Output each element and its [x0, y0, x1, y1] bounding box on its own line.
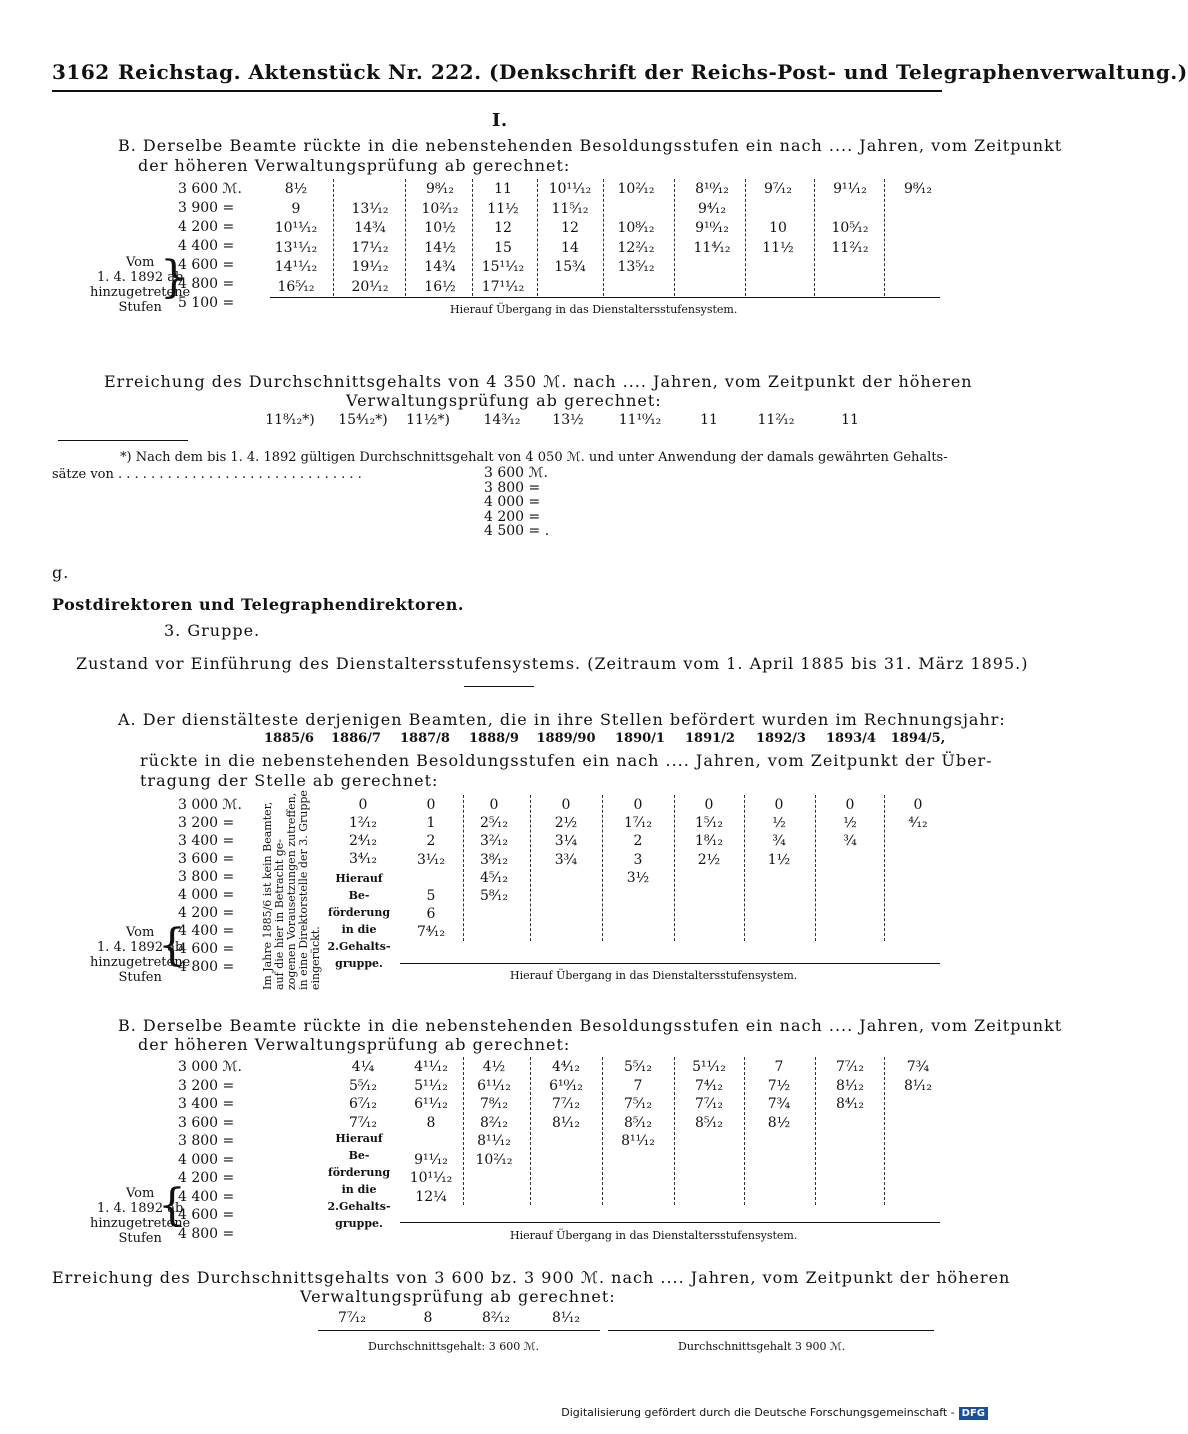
table-cell: 6 — [426, 906, 436, 923]
table-cell: 1½ — [767, 851, 791, 868]
rotated-note-line: Im Jahre 1885/6 ist kein Beamter, — [261, 801, 274, 990]
table-cell: 3½ — [626, 869, 650, 886]
table-cell: 11½ — [487, 200, 519, 217]
table-cell: 0 — [489, 797, 499, 813]
table-cell: 1⁵⁄₁₂ — [694, 815, 724, 832]
beforderung-line: Hierauf — [335, 1132, 383, 1145]
table-cell: 10²⁄₁₂ — [475, 1151, 513, 1168]
table-cell: 0 — [774, 797, 784, 813]
header-rule — [52, 90, 942, 92]
column-divider — [674, 1057, 676, 1205]
stufe-label: 4 400 = — [178, 923, 235, 939]
rotated-note-line: zogenen Vorausetzungen zutreffen, — [285, 792, 298, 990]
column-divider — [472, 179, 474, 296]
table-cell: 6¹¹⁄₁₂ — [414, 1096, 448, 1112]
table-cell: ¾ — [772, 833, 786, 850]
table-cell: 4⁴⁄₁₂ — [551, 1059, 581, 1075]
section-g-zustand: Zustand vor Einführung des Dienstaltersstufensystems. (Zeitraum vom 1. April 1885 bis 31. März 1895.) — [76, 654, 1029, 673]
column-divider — [744, 1057, 746, 1205]
table-cell: 8¹⁄₁₂ — [903, 1077, 933, 1094]
section-i-erreichung-line2: Verwaltungsprüfung ab gerechnet: — [346, 391, 662, 410]
section-g-a-line1: A. Der dienstälteste derjenigen Beamten, die in ihre Stellen befördert wurden im Rechnungsjahr: — [118, 710, 1006, 729]
year-header: 1893/4 — [826, 731, 876, 746]
column-divider — [884, 795, 886, 941]
column-divider — [530, 795, 532, 941]
column-divider — [405, 179, 407, 296]
column-divider — [815, 1057, 817, 1205]
section-i-erreichung-line1: Erreichung des Durchschnittsgehalts von 4 350 ℳ. nach .... Jahren, vom Zeitpunkt der höheren — [104, 372, 973, 391]
column-divider — [884, 179, 886, 296]
stufe-label: 4 600 = — [178, 1207, 235, 1223]
table-cell: 10²⁄₁₂ — [617, 181, 655, 197]
erreichung-value: 13½ — [552, 412, 584, 428]
table-cell: 9⁷⁄₁₂ — [763, 181, 793, 197]
table-cell: 6¹⁰⁄₁₂ — [549, 1077, 583, 1094]
table-cell: 14¾ — [424, 259, 456, 275]
table-cell: 15 — [494, 239, 512, 256]
table-cell: 7 — [633, 1077, 643, 1094]
table-cell: 10²⁄₁₂ — [421, 200, 459, 217]
table-cell: 1 — [426, 815, 436, 832]
table-cell: 11²⁄₁₂ — [831, 239, 869, 256]
section-g-a-hierauf-brace — [400, 963, 940, 964]
table-cell: 10¹¹⁄₁₂ — [274, 220, 318, 236]
durchschnitt-brace-right — [608, 1330, 934, 1331]
beforderung-line: gruppe. — [335, 957, 383, 970]
section-g-b-hierauf: Hierauf Übergang in das Dienstaltersstufensystem. — [510, 1229, 798, 1242]
footnote-rule — [58, 440, 188, 441]
erreichung-value: 7⁷⁄₁₂ — [337, 1310, 367, 1326]
stufe-label: 4 400 = — [178, 1188, 235, 1205]
table-cell: 14 — [561, 239, 579, 256]
table-cell: 10¹¹⁄₁₂ — [548, 181, 592, 197]
table-cell: 9 — [291, 200, 301, 217]
table-cell: 8²⁄₁₂ — [479, 1114, 509, 1131]
table-cell: 8¹¹⁄₁₂ — [621, 1133, 655, 1149]
stufe-label: 4 200 = — [484, 508, 541, 525]
table-cell: 5⁸⁄₁₂ — [479, 888, 509, 904]
table-cell: 7⁴⁄₁₂ — [694, 1077, 724, 1094]
section-g-letter: g. — [52, 563, 70, 582]
stufe-label: 7⁷⁄₁₂ — [348, 1114, 378, 1131]
credit-text: Digitalisierung gefördert durch die Deutsche Forschungsgemeinschaft - — [561, 1406, 955, 1419]
erreichung-value: 14³⁄₁₂ — [483, 412, 521, 428]
table-cell: 3²⁄₁₂ — [479, 833, 509, 850]
table-cell: 7⁵⁄₁₂ — [623, 1096, 653, 1112]
table-cell: 17¹¹⁄₁₂ — [481, 278, 525, 295]
vom-line: Vom — [125, 255, 155, 270]
section-g-a-brace: { — [158, 920, 186, 971]
table-cell: 13¹¹⁄₁₂ — [274, 239, 318, 256]
beforderung-line: förderung — [327, 906, 391, 919]
durchschnitt-right: Durchschnittsgehalt 3 900 ℳ. — [678, 1340, 846, 1353]
table-cell: 3¹⁄₁₂ — [416, 851, 446, 868]
section-g-b-hierauf-brace — [400, 1222, 940, 1223]
stufe-label: 3 600 = — [178, 1114, 235, 1131]
table-cell: 8½ — [284, 181, 308, 197]
column-divider — [463, 795, 465, 941]
table-cell: 10¹¹⁄₁₂ — [409, 1170, 453, 1186]
vom-line: Stufen — [118, 300, 162, 315]
hierauf-beforderung-b — [326, 1130, 392, 1232]
vom-line: 1. 4. 1892 ab — [96, 270, 184, 285]
stufe-label: 3 000 ℳ. — [178, 1059, 242, 1075]
section-g-gruppe: 3. Gruppe. — [164, 621, 261, 640]
table-cell: 4⁵⁄₁₂ — [479, 869, 509, 886]
table-cell: 10 — [769, 220, 787, 236]
durchschnitt-brace-left — [318, 1330, 600, 1331]
stufe-label: 3 800 = — [178, 869, 235, 885]
table-cell: 9⁴⁄₁₂ — [697, 200, 727, 217]
dfg-logo: DFG — [959, 1407, 988, 1420]
vom-line: 1. 4. 1892 ab — [96, 1201, 184, 1216]
section-g-b-brace: { — [158, 1180, 186, 1231]
stufe-label: 3 200 = — [178, 815, 235, 831]
page-header-title: Reichstag. Aktenstück Nr. 222. (Denkschrift der Reichs-Post- und Telegraphenverwaltung.) — [118, 60, 1188, 84]
table-cell: 7⁷⁄₁₂ — [694, 1096, 724, 1112]
durchschnitt-left: Durchschnittsgehalt: 3 600 ℳ. — [368, 1340, 539, 1353]
stufe-label: 3 800 = — [484, 479, 541, 496]
table-cell: 6¹¹⁄₁₂ — [477, 1077, 511, 1094]
erreichung-value: 11²⁄₁₂ — [757, 412, 795, 428]
table-cell: ⁴⁄₁₂ — [908, 815, 928, 832]
column-divider — [674, 179, 676, 296]
table-cell: 9¹⁰⁄₁₂ — [695, 220, 729, 236]
beforderung-line: Hierauf — [335, 872, 383, 885]
table-cell: 3 — [633, 851, 643, 868]
table-cell: 9⁸⁄₁₂ — [425, 181, 455, 197]
section-roman: I. — [492, 110, 508, 131]
stufe-label: 4 800 = — [178, 959, 235, 975]
table-cell: 3¼ — [554, 833, 578, 850]
table-cell: 14¹¹⁄₁₂ — [274, 259, 318, 275]
stufe-label: 4 000 = — [484, 494, 541, 510]
table-cell: 4¹¹⁄₁₂ — [414, 1059, 448, 1075]
table-cell: 15¹¹⁄₁₂ — [481, 259, 525, 275]
beforderung-line: in die — [341, 923, 377, 936]
year-header: 1889/90 — [536, 731, 596, 746]
stufe-label: 4 200 = — [178, 905, 235, 921]
column-divider — [530, 1057, 532, 1205]
stufe-label: 3 600 = — [178, 851, 235, 867]
erreichung-value: 8¹⁄₁₂ — [551, 1310, 581, 1326]
stufe-label: 4 800 = — [178, 276, 235, 292]
page-number: 3162 — [52, 60, 110, 84]
table-cell: 9⁸⁄₁₂ — [903, 181, 933, 197]
table-cell: 14¾ — [354, 220, 386, 236]
table-cell: 11⁵⁄₁₂ — [551, 200, 589, 217]
table-cell: ½ — [843, 815, 857, 832]
table-cell: 7¾ — [906, 1059, 930, 1075]
section-g-erreichung-line2: Verwaltungsprüfung ab gerechnet: — [300, 1287, 616, 1306]
table-cell: 12 — [561, 220, 579, 236]
table-cell: 8¹⁰⁄₁₂ — [695, 181, 729, 197]
footnote-line1: *) Nach dem bis 1. 4. 1892 gültigen Durchschnittsgehalt von 4 050 ℳ. und unter Anwendung der damals gewährten Gehalts- — [120, 450, 948, 465]
erreichung-value: 15⁴⁄₁₂*) — [338, 412, 388, 428]
column-divider — [463, 1057, 465, 1205]
table-cell: 5⁵⁄₁₂ — [623, 1059, 653, 1075]
column-divider — [602, 1057, 604, 1205]
stufe-label: 6⁷⁄₁₂ — [348, 1096, 378, 1112]
stufe-label: 3 200 = — [178, 1077, 235, 1094]
table-cell: 12¼ — [415, 1188, 447, 1205]
table-cell: 1⁸⁄₁₂ — [694, 833, 724, 850]
section-g-erreichung-line1: Erreichung des Durchschnittsgehalts von 3 600 bz. 3 900 ℳ. nach .... Jahren, vom Zeitpunkt der höheren — [52, 1268, 1011, 1287]
stufe-label: 5 100 = — [178, 295, 235, 311]
section-i-hierauf-brace — [270, 297, 940, 298]
section-i-brace: } — [160, 252, 188, 303]
beforderung-line: Be- — [348, 889, 370, 902]
column-divider — [674, 795, 676, 941]
stufe-label: 4 200 = — [178, 1170, 235, 1186]
beforderung-line: in die — [341, 1183, 377, 1196]
column-divider — [602, 795, 604, 941]
table-cell: ¾ — [843, 833, 857, 850]
table-cell: 4½ — [482, 1059, 506, 1075]
table-cell: 5¹¹⁄₁₂ — [692, 1059, 726, 1075]
vom-line: hinzugetretene — [90, 955, 191, 970]
table-cell: 7¾ — [767, 1096, 791, 1112]
table-cell: 8⁴⁄₁₂ — [835, 1096, 865, 1112]
table-cell: 20¹⁄₁₂ — [351, 278, 389, 295]
column-divider — [333, 179, 335, 296]
table-cell: 0 — [704, 797, 714, 813]
section-g-a-line2: rückte in die nebenstehenden Besoldungsstufen ein nach .... Jahren, vom Zeitpunkt der Über- — [140, 751, 993, 770]
year-header: 1894/5, — [890, 731, 946, 746]
table-cell: 16½ — [424, 278, 456, 295]
section-g-a-line3: tragung der Stelle ab gerechnet: — [140, 771, 439, 790]
stufe-label: 3 800 = — [178, 1133, 235, 1149]
vom-line: 1. 4. 1892 ab — [96, 940, 184, 955]
year-header: 1886/7 — [331, 731, 381, 746]
beforderung-line: förderung — [327, 1166, 391, 1179]
table-cell: 0 — [845, 797, 855, 813]
column-divider — [537, 179, 539, 296]
stufe-label: 3 000 ℳ. — [178, 797, 242, 813]
table-cell: 10⁵⁄₁₂ — [831, 220, 869, 236]
table-cell: 9¹¹⁄₁₂ — [833, 181, 867, 197]
section-g-b-line1: B. Derselbe Beamte rückte in die nebenstehenden Besoldungsstufen ein nach .... Jahren, vom Zeitpunkt — [118, 1016, 1063, 1035]
column-divider — [603, 179, 605, 296]
stufe-label: 4¼ — [351, 1059, 375, 1075]
digitization-credit — [561, 1406, 988, 1420]
table-cell: 12 — [494, 220, 512, 236]
zustand-rule — [464, 686, 534, 687]
stufe-label: 3 400 = — [178, 1096, 235, 1112]
table-cell: 19¹⁄₁₂ — [351, 259, 389, 275]
rotated-note — [262, 790, 322, 990]
stufe-label: 4 000 = — [178, 1151, 235, 1168]
table-cell: 12²⁄₁₂ — [617, 239, 655, 256]
table-cell: 15¾ — [554, 259, 586, 275]
table-cell: 9¹¹⁄₁₂ — [414, 1151, 448, 1168]
vom-line: hinzugetretene — [90, 285, 191, 300]
table-cell: 8¹¹⁄₁₂ — [477, 1133, 511, 1149]
stufe-label: 4 200 = — [178, 219, 235, 235]
table-cell: 2 — [633, 833, 643, 850]
section-g-b-line2: der höheren Verwaltungsprüfung ab gerechnet: — [138, 1035, 571, 1054]
table-cell: 2⁵⁄₁₂ — [479, 815, 509, 832]
stufe-label: 3 900 = — [178, 200, 235, 216]
beforderung-line: gruppe. — [335, 1217, 383, 1230]
table-cell: 17¹⁄₁₂ — [351, 239, 389, 256]
table-cell: 10⁸⁄₁₂ — [617, 220, 655, 236]
table-cell: 13⁵⁄₁₂ — [617, 259, 655, 275]
table-cell: 8⁵⁄₁₂ — [623, 1114, 653, 1131]
vom-line: Vom — [125, 1186, 155, 1201]
table-cell: 0 — [561, 797, 571, 813]
table-cell: 3⁸⁄₁₂ — [479, 851, 509, 868]
table-cell: 11½ — [762, 239, 794, 256]
column-divider — [814, 179, 816, 296]
section-i-hierauf: Hierauf Übergang in das Dienstaltersstufensystem. — [450, 303, 738, 316]
beforderung-line: Be- — [348, 1149, 370, 1162]
table-cell: 8⁵⁄₁₂ — [694, 1114, 724, 1131]
erreichung-value: 8 — [423, 1310, 433, 1326]
column-divider — [745, 179, 747, 296]
erreichung-value: 11⁸⁄₁₂*) — [265, 412, 315, 428]
table-cell: 3¾ — [554, 851, 578, 868]
table-cell: 10½ — [424, 220, 456, 236]
stufe-label: 4 400 = — [178, 238, 235, 254]
section-i-b-line2: der höheren Verwaltungsprüfung ab gerechnet: — [138, 156, 571, 175]
stufe-label: 4 500 = . — [484, 523, 550, 539]
year-header: 1891/2 — [685, 731, 735, 746]
section-i-b-line1: B. Derselbe Beamte rückte in die nebenstehenden Besoldungsstufen ein nach .... Jahren, vom Zeitpunkt — [118, 136, 1063, 155]
erreichung-value: 11 — [700, 412, 718, 428]
table-cell: 1⁷⁄₁₂ — [623, 815, 653, 832]
table-cell: 16⁵⁄₁₂ — [277, 278, 315, 295]
erreichung-value: 11½*) — [406, 412, 450, 428]
erreichung-value: 8²⁄₁₂ — [481, 1310, 511, 1326]
column-divider — [884, 1057, 886, 1205]
table-cell: 5¹¹⁄₁₂ — [414, 1077, 448, 1094]
table-cell: 14½ — [424, 239, 456, 256]
table-cell: 8¹⁄₁₂ — [551, 1114, 581, 1131]
column-divider — [744, 795, 746, 941]
year-header: 1887/8 — [400, 731, 450, 746]
table-cell: 8 — [426, 1114, 436, 1131]
hierauf-beforderung-a — [326, 870, 392, 972]
table-cell: 5 — [426, 888, 436, 904]
table-cell: 2 — [426, 833, 436, 850]
stufe-label: 4 600 = — [178, 941, 235, 957]
stufe-label: 4 000 = — [178, 887, 235, 903]
table-cell: 2½ — [554, 815, 578, 832]
vom-line: Stufen — [118, 970, 162, 985]
footnote-line2: sätze von . . . . . . . . . . . . . . . . . . . . . . . . . . . . . . — [52, 467, 362, 482]
table-cell: 11 — [494, 181, 512, 197]
erreichung-value: 11¹⁰⁄₁₂ — [618, 412, 662, 428]
stufe-label: 0 — [358, 797, 368, 813]
beforderung-line: 2.Gehalts- — [327, 1200, 391, 1213]
table-cell: 7⁸⁄₁₂ — [479, 1096, 509, 1112]
section-g-a-hierauf: Hierauf Übergang in das Dienstaltersstufensystem. — [510, 969, 798, 982]
vom-line: hinzugetretene — [90, 1216, 191, 1231]
rotated-note-line: auf die hier in Betracht ge- — [273, 838, 286, 990]
table-cell: 7⁷⁄₁₂ — [835, 1059, 865, 1075]
year-header: 1892/3 — [756, 731, 806, 746]
beforderung-line: 2.Gehalts- — [327, 940, 391, 953]
rotated-note-line: in eine Direktorstelle der 3. Gruppe — [297, 790, 310, 990]
table-cell: ½ — [772, 815, 786, 832]
year-header: 1890/1 — [615, 731, 665, 746]
vom-line: Vom — [125, 925, 155, 940]
stufe-label: 4 600 = — [178, 257, 235, 273]
stufe-label: 2⁴⁄₁₂ — [348, 833, 378, 849]
rotated-note-line: eingerückt. — [309, 926, 322, 990]
table-cell: 8¹⁄₁₂ — [835, 1077, 865, 1094]
table-cell: 0 — [426, 797, 436, 813]
erreichung-value: 11 — [841, 412, 859, 428]
table-cell: 7 — [774, 1059, 784, 1075]
stufe-label: 3 400 = — [178, 833, 235, 849]
stufe-label: 3 600 ℳ. — [484, 465, 548, 481]
stufe-label: 4 800 = — [178, 1225, 235, 1242]
table-cell: 13¹⁄₁₂ — [351, 200, 389, 217]
table-cell: 2½ — [697, 851, 721, 868]
table-cell: 7½ — [767, 1077, 791, 1094]
stufe-label: 1²⁄₁₂ — [348, 815, 378, 831]
table-cell: 8½ — [767, 1114, 791, 1131]
table-cell: 7⁷⁄₁₂ — [551, 1096, 581, 1112]
vom-line: Stufen — [118, 1231, 162, 1246]
table-cell: 11⁴⁄₁₂ — [693, 239, 731, 256]
section-g-title: Postdirektoren und Telegraphendirektoren. — [52, 595, 464, 614]
table-cell: 0 — [913, 797, 923, 813]
year-header: 1885/6 — [264, 731, 314, 746]
stufe-label: 3⁴⁄₁₂ — [348, 851, 378, 867]
column-divider — [815, 795, 817, 941]
stufe-label: 5⁵⁄₁₂ — [348, 1077, 378, 1094]
stufe-label: 3 600 ℳ. — [178, 181, 242, 197]
table-cell: 7⁴⁄₁₂ — [416, 924, 446, 941]
year-header: 1888/9 — [469, 731, 519, 746]
table-cell: 0 — [633, 797, 643, 813]
